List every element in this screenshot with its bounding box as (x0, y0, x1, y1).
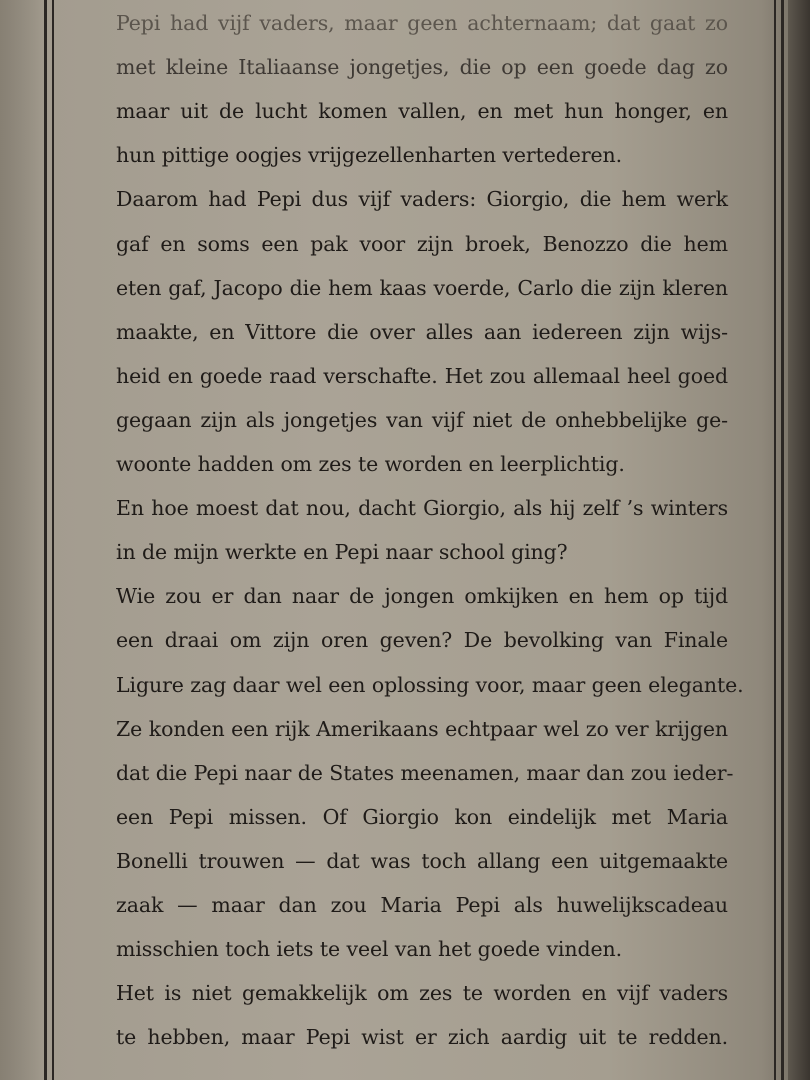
text-line: maar uit de lucht komen vallen, en met hun honger, en (116, 99, 728, 124)
text-line: te hebben, maar Pepi wist er zich aardig uit te redden. (116, 1025, 728, 1050)
text-line: Ze konden een rijk Amerikaans echtpaar wel zo ver krijgen (116, 716, 728, 741)
text-line: Pepi had vijf vaders, maar geen achternaam; dat gaat zo (116, 11, 728, 35)
text-line: hun pittige oogjes vrijgezellenharten vertederen. (116, 143, 623, 168)
border-rule-left-outer (44, 0, 47, 1080)
text-line: dat die Pepi naar de States meenamen, maar dan zou ieder- (116, 760, 734, 785)
text-line: misschien toch iets te veel van het goede vinden. (116, 937, 623, 962)
text-line: een draai om zijn oren geven? De bevolking van Finale (116, 628, 728, 653)
text-line: Wie zou er dan naar de jongen omkijken en hem op tijd (116, 584, 728, 609)
border-rule-right-outer (781, 0, 784, 1080)
text-line: Bonelli trouwen — dat was toch allang een uitgemaakte (116, 848, 728, 873)
text-line: Daarom had Pepi dus vijf vaders: Giorgio, die hem werk (116, 187, 728, 212)
text-line: En hoe moest dat nou, dacht Giorgio, als hij zelf ’s winters (116, 496, 728, 521)
text-line: in de mijn werkte en Pepi naar school ging? (116, 540, 568, 565)
text-line: eten gaf, Jacopo die hem kaas voerde, Carlo die zijn kleren (116, 275, 728, 300)
page-shadow-left (0, 0, 44, 1080)
border-rule-left-inner (52, 0, 54, 1080)
text-line: heid en goede raad verschafte. Het zou allemaal heel goed (116, 363, 728, 388)
text-line: maakte, en Vittore die over alles aan iedereen zijn wijs- (116, 319, 728, 344)
text-line: zaak — maar dan zou Maria Pepi als huwelijkscadeau (116, 893, 728, 917)
page-edge-right (788, 0, 810, 1080)
text-line: woonte hadden om zes te worden en leerplichtig. (116, 452, 625, 476)
text-line: Het is niet gemakkelijk om zes te worden en vijf vaders (116, 981, 728, 1006)
border-rule-right-inner (774, 0, 776, 1080)
text-line: gegaan zijn als jongetjes van vijf niet de onhebbelijke ge- (116, 407, 728, 432)
text-line: gaf en soms een pak voor zijn broek, Benozzo die hem (116, 231, 728, 256)
text-line: met kleine Italiaanse jongetjes, die op een goede dag zo (116, 55, 728, 80)
text-line: Ligure zag daar wel een oplossing voor, maar geen elegante. (116, 672, 744, 697)
text-line: een Pepi missen. Of Giorgio kon eindelijk met Maria (116, 804, 728, 829)
